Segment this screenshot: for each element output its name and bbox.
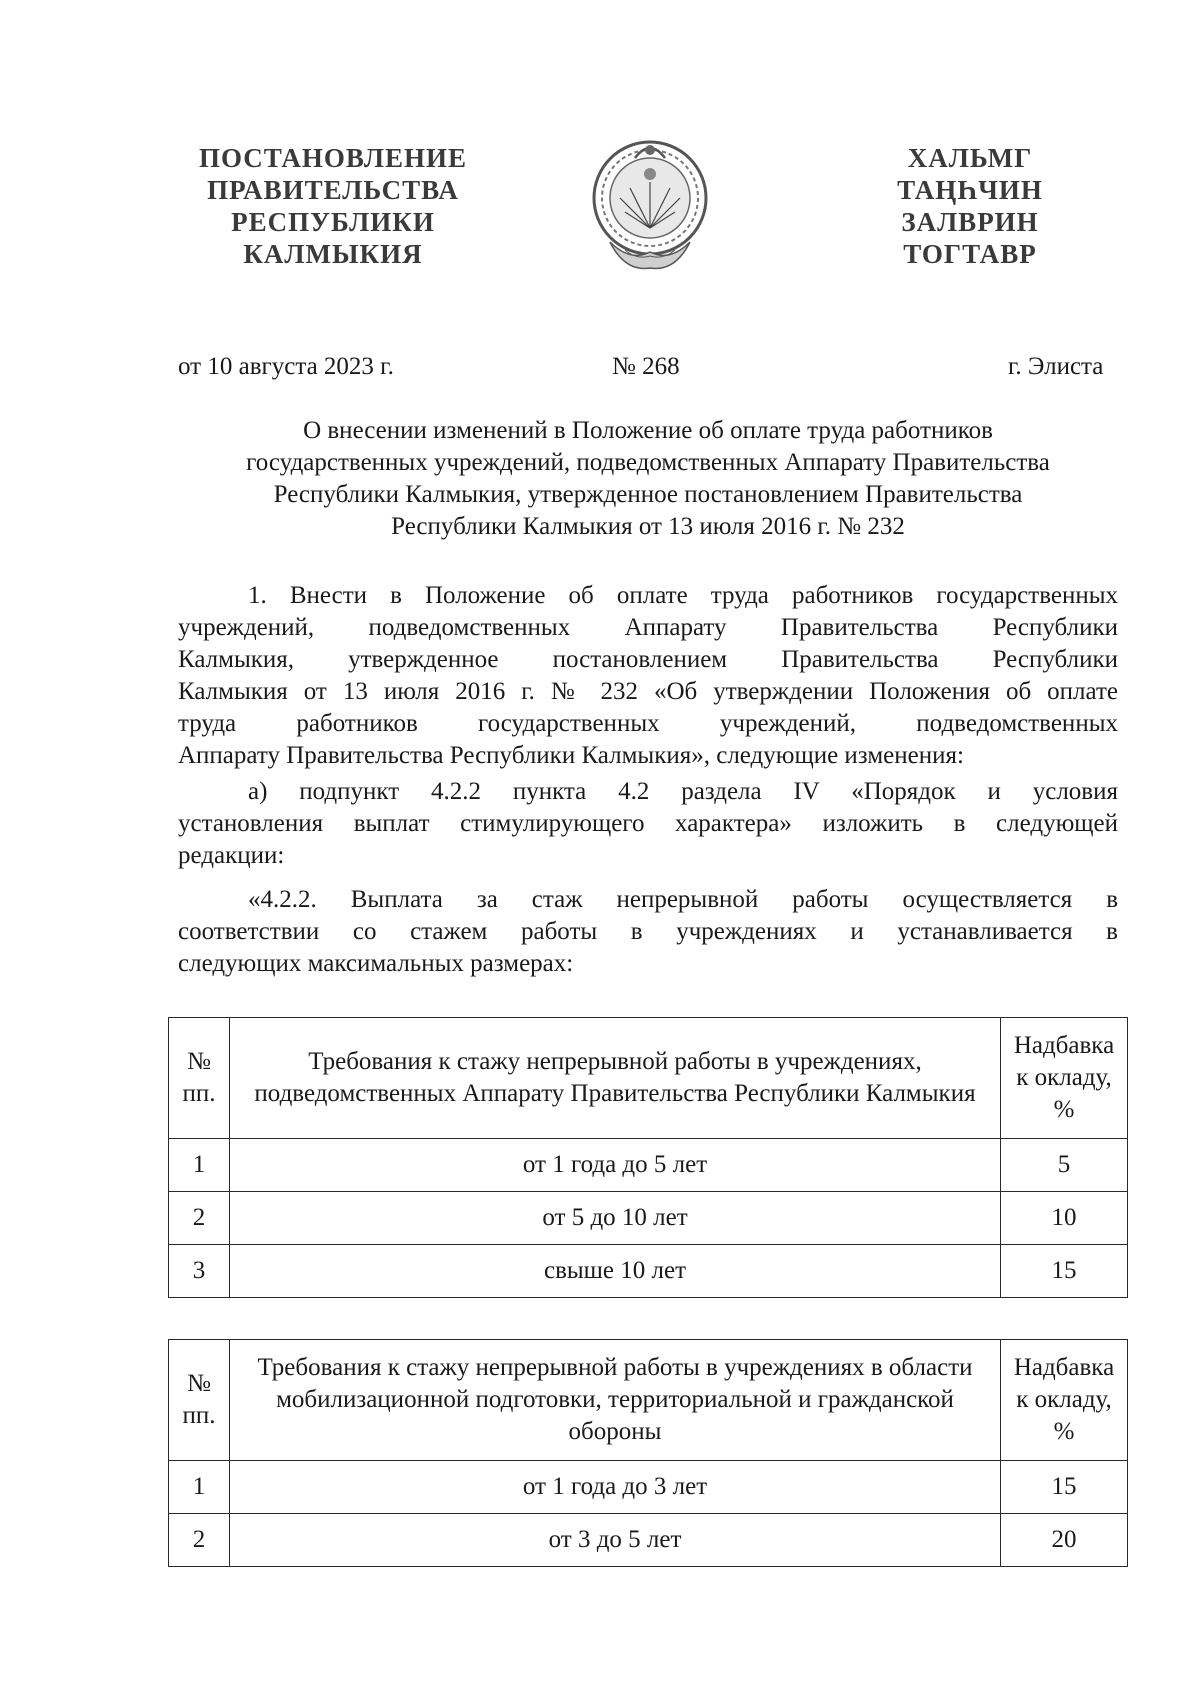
header-right-line: ТАҢҺЧИН (897, 175, 1043, 205)
title-line: Республики Калмыкия от 13 июля 2016 г. № 232 (391, 513, 905, 540)
header-right-line: ТОГТАВР (903, 239, 1037, 269)
table-cell: от 1 года до 5 лет (230, 1139, 1001, 1192)
paragraph-line: соответствии со стажем работы в учреждениях и устанавливается в (178, 918, 1118, 945)
paragraph-3 (178, 884, 1118, 980)
table-header-cell: № пп. (169, 1340, 230, 1461)
paragraph-line: «4.2.2. Выплата за стаж непрерывной работы осуществляется в (248, 886, 1118, 913)
table-cell: 1 (169, 1461, 230, 1514)
paragraph-line: а) подпункт 4.2.2 пункта 4.2 раздела IV «Порядок и условия (248, 778, 1118, 805)
paragraph-line: установления выплат стимулирующего характера» изложить в следующей (178, 810, 1118, 837)
title-line: О внесении изменений в Положение об оплате труда работников (303, 417, 993, 444)
table-cell: 1 (169, 1139, 230, 1192)
table-cell: от 5 до 10 лет (230, 1192, 1001, 1245)
allowance-table-1 (168, 1017, 1128, 1298)
table-header-cell: Надбавка к окладу, % (1001, 1018, 1128, 1139)
table-cell: 15 (1001, 1245, 1128, 1298)
table-cell: 20 (1001, 1514, 1128, 1567)
table-row (169, 1461, 1128, 1514)
table-cell: свыше 10 лет (230, 1245, 1001, 1298)
table-header-row (169, 1340, 1128, 1461)
paragraph-line: Калмыкия от 13 июля 2016 г. № 232 «Об утверждении Положения об оплате (178, 678, 1118, 705)
title-line: Республики Калмыкия, утвержденное постановлением Правительства (273, 481, 1023, 508)
paragraph-line: учреждений, подведомственных Аппарату Правительства Республики (178, 614, 1118, 641)
header-left-ru (178, 142, 488, 270)
table-cell: от 3 до 5 лет (230, 1514, 1001, 1567)
paragraph-line: Калмыкия, утвержденное постановлением Правительства Республики (178, 646, 1118, 673)
header-left-line: КАЛМЫКИЯ (243, 239, 423, 269)
table-cell: 3 (169, 1245, 230, 1298)
table-cell: 2 (169, 1514, 230, 1567)
table-header-cell: № пп. (169, 1018, 230, 1139)
table-header-row (169, 1018, 1128, 1139)
table-cell: 15 (1001, 1461, 1128, 1514)
table-cell: 5 (1001, 1139, 1128, 1192)
document-title (178, 415, 1118, 543)
paragraph-line: 1. Внести в Положение об оплате труда работников государственных (248, 582, 1118, 609)
table-row (169, 1139, 1128, 1192)
table-cell: 10 (1001, 1192, 1128, 1245)
title-line: государственных учреждений, подведомственных Аппарату Правительства (246, 449, 1050, 476)
document-number: № 268 (612, 353, 680, 380)
table-row (169, 1514, 1128, 1567)
paragraph-2 (178, 776, 1118, 872)
paragraph-line: труда работников государственных учреждений, подведомственных (178, 710, 1118, 737)
paragraph-line: Аппарату Правительства Республики Калмыкия», следующие изменения: (178, 742, 964, 769)
table-cell: от 1 года до 3 лет (230, 1461, 1001, 1514)
document-city: г. Элиста (1008, 353, 1104, 380)
header-right-kalmyk (880, 142, 1060, 270)
document-date: от 10 августа 2023 г. (178, 353, 394, 380)
paragraph-line: редакции: (178, 842, 285, 869)
table-row (169, 1192, 1128, 1245)
table-row (169, 1245, 1128, 1298)
header-right-line: ЗАЛВРИН (901, 207, 1039, 237)
header-left-line: ПРАВИТЕЛЬСТВА (207, 175, 459, 205)
header-right-line: ХАЛЬМГ (907, 143, 1033, 173)
header-left-line: РЕСПУБЛИКИ (231, 207, 435, 237)
table-header-cell: Требования к стажу непрерывной работы в учреждениях в области мобилизационной подготовки, территориальной и гражданской обороны (230, 1340, 1001, 1461)
table-header-cell: Надбавка к окладу, % (1001, 1340, 1128, 1461)
header-left-line: ПОСТАНОВЛЕНИЕ (198, 143, 468, 173)
kalmykia-emblem-icon (585, 132, 715, 282)
paragraph-1 (178, 580, 1118, 772)
allowance-table-2 (168, 1339, 1128, 1567)
table-cell: 2 (169, 1192, 230, 1245)
table-header-cell: Требования к стажу непрерывной работы в учреждениях, подведомственных Аппарату Правительства Республики Калмыкия (230, 1018, 1001, 1139)
paragraph-line: следующих максимальных размерах: (178, 950, 574, 977)
